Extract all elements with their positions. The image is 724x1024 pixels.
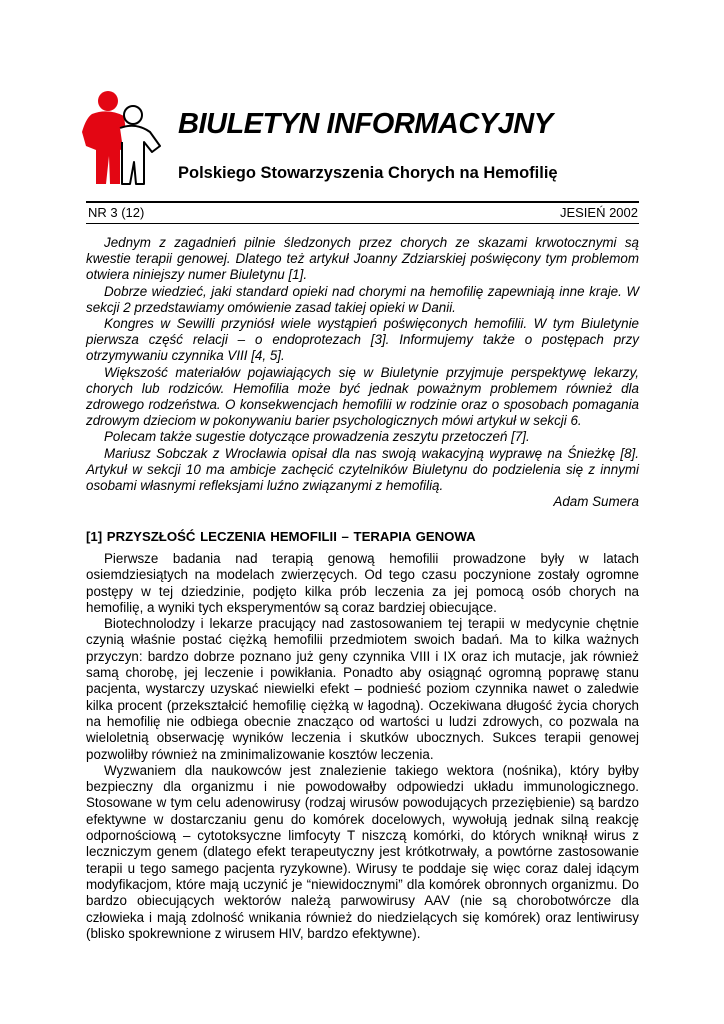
editorial-intro [86,235,639,510]
intro-paragraph: Polecam także sugestie dotyczące prowadzenia zeszytu przetoczeń [7]. [104,429,530,445]
issue-season: JESIEŃ 2002 [559,205,638,220]
section-heading: [1] PRZYSZŁOŚĆ LECZENIA HEMOFILII – TERAPIA GENOWA [86,529,476,544]
newsletter-subtitle: Polskiego Stowarzyszenia Chorych na Hemofilię [178,164,558,182]
intro-paragraph: Dobrze wiedzieć, jaki standard opieki nad chorymi na hemofilię zapewniają inne kraje. W sekcji 2 przedstawiamy omówienie zasad takiej opieki w Danii. [86,283,639,315]
two-figures-logo-icon [78,88,168,188]
editor-signature: Adam Sumera [553,494,639,510]
header-divider-top [86,201,639,203]
body-paragraph: Pierwsze badania nad terapią genową hemofilii prowadzone były w latach osiemdziesiątych na modelach zwierzęcych. Od tego czasu poczynione zostały ogromne postępy w tej dziedzinie, podjęto kilka prób leczenia za jej pomocą osób chorych na hemofilię, a wyniki tych eksperymentów są coraz bardziej obiecujące. [86,551,639,615]
issue-number: NR 3 (12) [88,205,145,220]
body-paragraph: Wyzwaniem dla naukowców jest znalezienie takiego wektora (nośnika), który byłby bezpieczny dla organizmu i nie powodowałby odpowiedzi układu immunologicznego. Stosowane w tym celu adenowirusy (rodzaj wirusów powodujących przeziębienie) są bardzo efektywne w dostarczaniu genu do komórek docelowych, wywołują jednak silną reakcję odpornościową – cytotoksyczne limfocyty T niszczą komórki, do których wniknął wirus z leczniczym genem (dlatego efekt terapeutyczny jest krótkotrwały, a powtórne zastosowanie terapii u tego samego pacjenta ryzykowne). Wirusy te poddaje się więc coraz dalej idącym modyfikacjom, które mają uczynić je “niewidocznymi” dla komórek obronnych organizmu. Do bardzo obiecujących wektorów należą parwowirusy AAV (nie są chorobotwórcze dla człowieka i mają zdolność wnikania również do niedzielących się komórek) oraz lentiwirusy (blisko spokrewnione z wirusem HIV, bardzo efektywne). [86,762,639,941]
header-divider-bottom [86,223,639,224]
newsletter-title: BIULETYN INFORMACYJNY [178,108,553,140]
intro-paragraph: Kongres w Sewilli przyniósł wiele wystąpień poświęconych hemofilii. W tym Biuletynie pierwsza część relacji – o endoprotezach [3]. Informujemy także o postępach przy otrzymywaniu czynnika VIII [4, 5]. [86,316,639,364]
section-body [86,551,639,942]
intro-paragraph: Jednym z zagadnień pilnie śledzonych przez chorych ze skazami krwotocznymi są kwestie terapii genowej. Dlatego też artykuł Joanny Zdziarskiej poświęcony tym problemom otwiera niniejszy numer Biuletynu [1]. [86,235,639,283]
intro-paragraph: Większość materiałów pojawiających się w Biuletynie przyjmuje perspektywę lekarzy, chorych lub rodziców. Hemofilia może być jednak poważnym problemem również dla zdrowego rodzeństwa. O konsekwencjach hemofilii w rodzinie oraz o sposobach pomagania zdrowym dzieciom w pokonywaniu barier psychologicznych mówi artykuł w sekcji 6. [86,364,639,429]
body-paragraph: Biotechnolodzy i lekarze pracujący nad zastosowaniem tej terapii w medycynie chętnie czynią właśnie postać ciężką hemofilii przedmiotem swoich badań. Ma to kilka ważnych przyczyn: bardzo dobrze poznano już geny czynnika VIII i IX oraz ich mutacje, jak również samą chorobę, jej leczenie i powikłania. Ponadto aby osiągnąć ogromną poprawę stanu pacjenta, wystarczy uzyskać niewielki efekt – podnieść poziom czynnika nawet o zaledwie kilka procent (przekształcić hemofilię ciężką w łagodną). Oczekiwana długość życia chorych na hemofilię nie odbiega obecnie znacząco od wartości u ludzi zdrowych, co pozwala na wieloletnią obserwację wyników leczenia i skutków ubocznych. Sukces terapii genowej pozwoliłby również na zminimalizowanie kosztów leczenia. [86,616,639,762]
intro-paragraph: Mariusz Sobczak z Wrocławia opisał dla nas swoją wakacyjną wyprawę na Śnieżkę [8]. Artykuł w sekcji 10 ma ambicje zachęcić czytelników Biuletynu do podzielenia się z innymi osobami własnymi refleksjami luźno związanymi z hemofilią. [86,445,639,494]
